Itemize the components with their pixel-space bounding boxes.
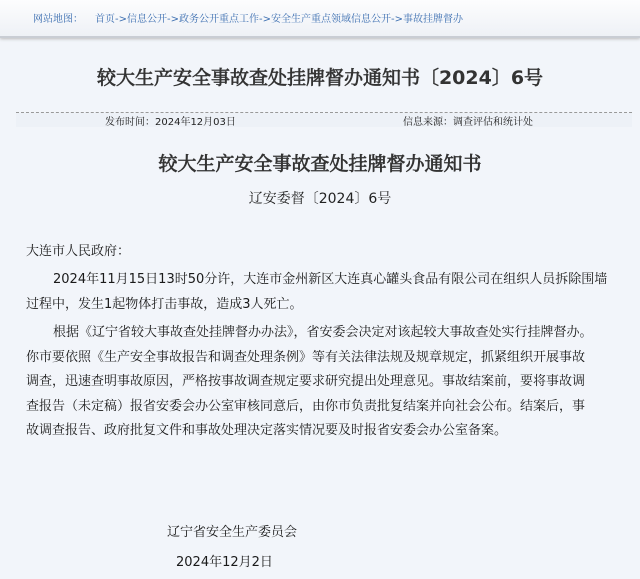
para2-line: 调查，迅速查明事故原因，严格按事故调查规定要求研究提出处理意见。事故结案前，要将事故调 (26, 374, 586, 389)
doc-title: 较大生产安全事故查处挂牌督办通知书 (158, 153, 482, 175)
para2-line: 查报告（未定稿）报省安委会办公室审核同意后，由你市负责批复结案并向社会公布。结案后，事 (26, 399, 586, 414)
signature: 辽宁省安全生产委员会 (167, 525, 298, 540)
para1-line: 2024年11月15日13时50分许，大连市金州新区大连真心罐头食品有限公司在组织人员拆除围墙 (53, 272, 608, 287)
signature-date: 2024年12月2日 (176, 555, 273, 570)
breadcrumb[interactable]: 首页->信息公开->政务公开重点工作->安全生产重点领域信息公开->事故挂牌督办 (95, 14, 463, 25)
meta-row (16, 113, 632, 127)
salutation: 大连市人民政府： (26, 244, 131, 259)
para2-line: 根据《辽宁省较大事故查处挂牌督办办法》，省安委会决定对该起较大事故查处实行挂牌督办。 (53, 325, 593, 340)
doc-number: 辽安委督〔2024〕6号 (248, 191, 392, 207)
publish-date: 发布时间：2024年12月03日 (105, 117, 236, 128)
para2-line: 你市要依照《生产安全事故报告和调查处理条例》等有关法律法规及规章规定，抓紧组织开展事故 (26, 350, 586, 365)
para1-line: 过程中，发生1起物体打击事故，造成3人死亡。 (26, 297, 303, 312)
page-title: 较大生产安全事故查处挂牌督办通知书〔2024〕6号 (96, 67, 544, 89)
top-bar (0, 0, 640, 38)
site-map-link[interactable]: 网站地图： (33, 14, 83, 25)
info-source: 信息来源：调查评估和统计处 (403, 117, 533, 128)
para2-line: 故调查报告、政府批复文件和事故处理决定落实情况要及时报省安委会办公室备案。 (26, 423, 508, 438)
